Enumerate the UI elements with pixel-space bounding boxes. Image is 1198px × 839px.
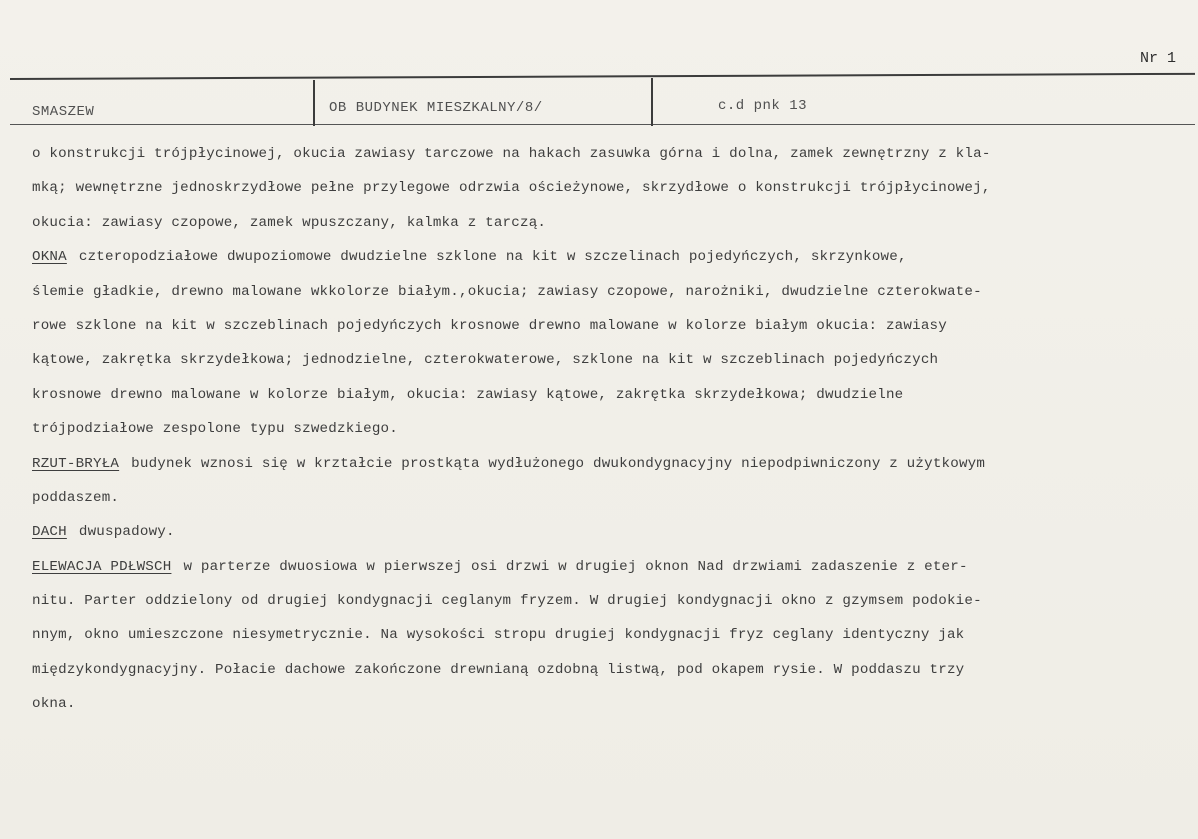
line-text: krosnowe drewno malowane w kolorze białym, okucia: zawiasy kątowe, zakrętka skrzydełkowa; dwudzielne	[32, 386, 904, 403]
line-text: okucia: zawiasy czopowe, zamek wpuszczany, kalmka z tarczą.	[32, 214, 547, 231]
line-text: nitu. Parter oddzielony od drugiej kondygnacji ceglanym fryzem. W drugiej kondygnacji okno z gzymsem podokie-	[32, 593, 982, 610]
card-number: Nr 1	[1140, 50, 1177, 67]
section-label: DACH	[32, 524, 67, 541]
line-text: nnym, okno umieszczone niesymetrycznie. Na wysokości stropu drugiej kondygnacji fryz ceglany identyczny jak	[32, 627, 965, 644]
text-line	[32, 550, 1192, 584]
line-text: w parterze dwuosiowa w pierwszej osi drzwi w drugiej oknon Nad drzwiami zadaszenie z eter-	[183, 558, 968, 575]
text-line	[32, 137, 1192, 171]
typed-description	[32, 137, 1192, 722]
header-reference: c.d pnk 13	[718, 98, 808, 114]
header-object: OB BUDYNEK MIESZKALNY/8/	[329, 100, 543, 116]
line-text: mką; wewnętrzne jednoskrzydłowe pełne przylegowe odrzwia ościeżynowe, skrzydłowe o konstrukcji trójpłycinowej,	[32, 180, 991, 197]
line-text: dwuspadowy.	[78, 524, 175, 541]
section-label: ELEWACJA PDŁWSCH	[32, 558, 172, 575]
header-place: SMASZEW	[32, 104, 95, 120]
line-text: czteropodziałowe dwupoziomowe dwudzielne szklone na kit w szczelinach pojedyńczych, skrzynkowe,	[78, 249, 907, 266]
line-text: budynek wznosi się w krztałcie prostkąta wydłużonego dwukondygnacyjny niepodpiwniczony z użytkowym	[131, 455, 986, 472]
section-label: OKNA	[32, 249, 67, 266]
line-text: międzykondygnacyjny. Połacie dachowe zakończone drewnianą ozdobną listwą, pod okapem rysie. W poddaszu trzy	[32, 661, 965, 678]
header-bottom-rule	[10, 124, 1195, 125]
text-line	[32, 275, 1192, 309]
header-top-rule	[10, 73, 1195, 80]
text-line	[32, 515, 1192, 549]
text-line	[32, 206, 1192, 240]
text-line	[32, 309, 1192, 343]
text-line	[32, 687, 1192, 721]
text-line	[32, 618, 1192, 652]
text-line	[32, 447, 1192, 481]
text-line	[32, 343, 1192, 377]
line-text: kątowe, zakrętka skrzydełkowa; jednodzielne, czterokwaterowe, szklone na kit w szczeblinach pojedyńczych	[32, 352, 939, 369]
text-line	[32, 584, 1192, 618]
line-text: ślemie gładkie, drewno malowane wkkolorze białym.,okucia; zawiasy czopowe, narożniki, dwudzielne czterokwate-	[32, 283, 982, 300]
line-text: okna.	[32, 696, 76, 713]
line-text: o konstrukcji trójpłycinowej, okucia zawiasy tarczowe na hakach zasuwka górna i dolna, zamek zewnętrzny z kla-	[32, 146, 991, 162]
header-divider-2	[651, 78, 653, 126]
text-line	[32, 171, 1192, 205]
text-line	[32, 653, 1192, 687]
header-divider-1	[313, 80, 315, 126]
text-line	[32, 378, 1192, 412]
line-text: rowe szklone na kit w szczeblinach pojedyńczych krosnowe drewno malowane w kolorze białym okucia: zawiasy	[32, 317, 947, 334]
text-line	[32, 412, 1192, 446]
line-text: trójpodziałowe zespolone typu szwedzkiego.	[32, 421, 398, 438]
line-text: poddaszem.	[32, 489, 120, 506]
section-label: RZUT-BRYŁA	[32, 455, 120, 472]
text-line	[32, 240, 1192, 274]
text-line	[32, 481, 1192, 515]
